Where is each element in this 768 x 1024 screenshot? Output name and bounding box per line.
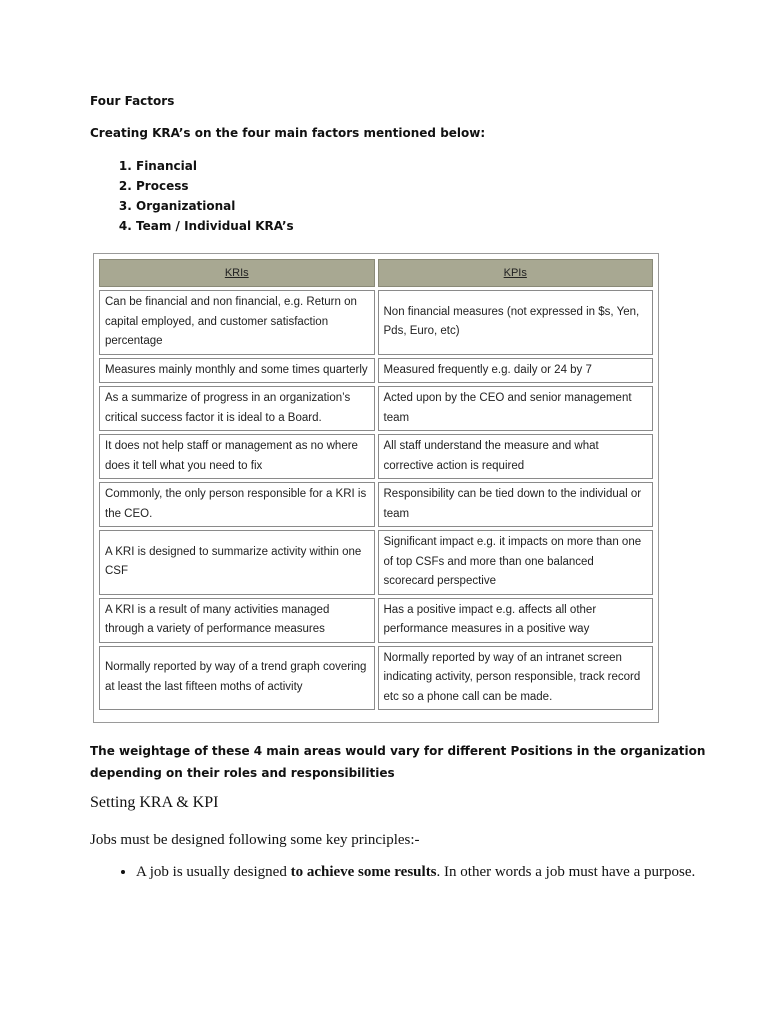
intro-text: Creating KRA’s on the four main factors mentioned below: [90,126,486,140]
table-row [99,530,653,595]
table-header-row [99,259,653,287]
table-row [99,358,653,384]
weightage-note: The weightage of these 4 main areas would vary for different Positions in the organization depending on their roles and responsibilities [90,744,706,780]
factor-item: 2. Process [136,176,294,196]
principle-text: . In other words a job must have a purpose. [436,864,696,880]
table-cell: Acted upon by the CEO and senior management team [378,386,654,431]
column-header-kpis: KPIs [378,259,654,287]
table-cell: Measured frequently e.g. daily or 24 by 7 [378,358,654,384]
table-cell: Normally reported by way of an intranet screen indicating activity, person responsible, track record etc so a phone call can be made. [378,646,654,711]
factor-item: 1. Financial [136,156,294,176]
table-row [99,434,653,479]
setting-title: Setting KRA & KPI [90,794,219,811]
factors-list [90,156,294,236]
factor-item: 4. Team / Individual KRA’s [136,216,294,236]
table-cell: As a summarize of progress in an organization’s critical success factor it is ideal to a Board. [99,386,375,431]
comparison-table [96,256,656,713]
table-cell: Responsibility can be tied down to the individual or team [378,482,654,527]
table-cell: All staff understand the measure and what corrective action is required [378,434,654,479]
table-cell: It does not help staff or management as no where does it tell what you need to fix [99,434,375,479]
table-row [99,646,653,711]
principles-list [90,862,726,882]
kri-kpi-table [93,253,659,723]
table-cell: Has a positive impact e.g. affects all other performance measures in a positive way [378,598,654,643]
principle-emphasis: to achieve some results [290,864,437,880]
table-cell: Significant impact e.g. it impacts on more than one of top CSFs and more than one balanced scorecard perspective [378,530,654,595]
table-row [99,386,653,431]
list-item [136,862,726,882]
factor-item: 3. Organizational [136,196,294,216]
table-cell: A KRI is designed to summarize activity within one CSF [99,530,375,595]
principle-text: A job is usually designed [136,864,291,880]
table-cell: Can be financial and non financial, e.g. Return on capital employed, and customer satisfaction percentage [99,290,375,355]
table-row [99,290,653,355]
table-row [99,482,653,527]
table-cell: Commonly, the only person responsible for a KRI is the CEO. [99,482,375,527]
table-cell: Normally reported by way of a trend graph covering at least the last fifteen moths of activity [99,646,375,711]
section-title: Four Factors [90,94,175,108]
column-header-kris: KRIs [99,259,375,287]
table-cell: Measures mainly monthly and some times quarterly [99,358,375,384]
table-cell: A KRI is a result of many activities managed through a variety of performance measures [99,598,375,643]
principles-intro: Jobs must be designed following some key principles:- [90,832,420,848]
table-cell: Non financial measures (not expressed in $s, Yen, Pds, Euro, etc) [378,290,654,355]
table-row [99,598,653,643]
